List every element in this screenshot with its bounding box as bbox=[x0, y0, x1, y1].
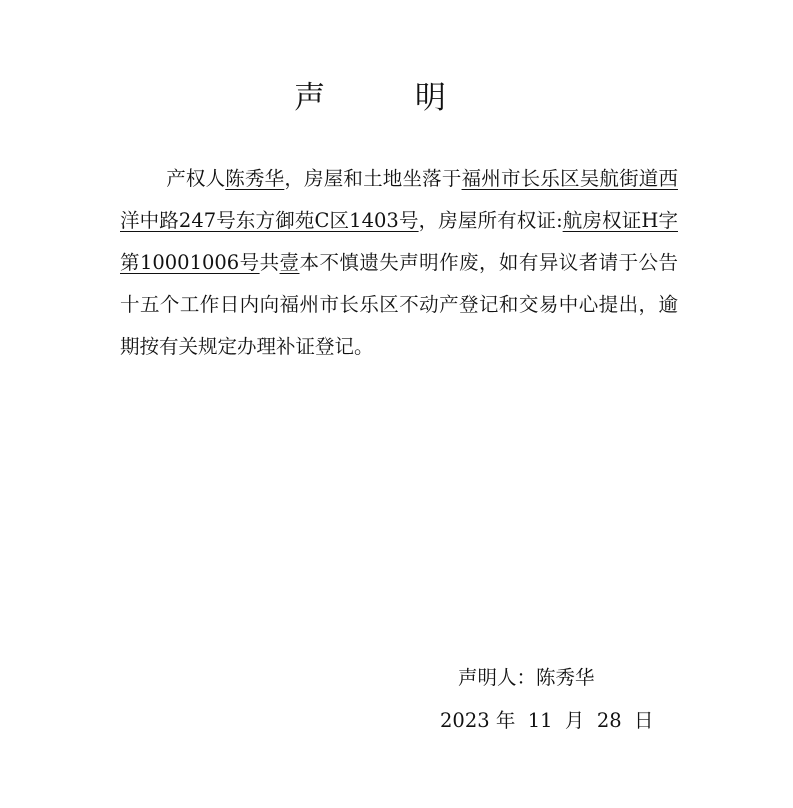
text-segment: ，房屋和土地坐落于 bbox=[284, 167, 462, 190]
certificate-number: 航房权证H字第10001006号 bbox=[120, 209, 678, 274]
signature: 声明人：陈秀华 bbox=[458, 666, 595, 689]
page-title: 声 明 bbox=[294, 80, 486, 116]
text-segment: 共 bbox=[259, 251, 280, 274]
declaration-paragraph bbox=[120, 158, 678, 368]
date: 2023 年 11 月 28 日 bbox=[440, 709, 654, 732]
property-address: 福州市长乐区吴航街道西洋中路247号东方御苑C区1403号 bbox=[120, 167, 678, 232]
owner-name: 陈秀华 bbox=[225, 167, 285, 190]
text-segment: 产权人 bbox=[166, 167, 226, 190]
text-segment: 本不慎遗失声明作废，如有异议者请于公告十五个工作日内向福州市长乐区不动产登记和交易中心提出，逾期按有关规定办理补证登记。 bbox=[120, 251, 678, 358]
certificate-count: 壹 bbox=[279, 251, 300, 274]
text-segment: ，房屋所有权证: bbox=[418, 209, 563, 232]
